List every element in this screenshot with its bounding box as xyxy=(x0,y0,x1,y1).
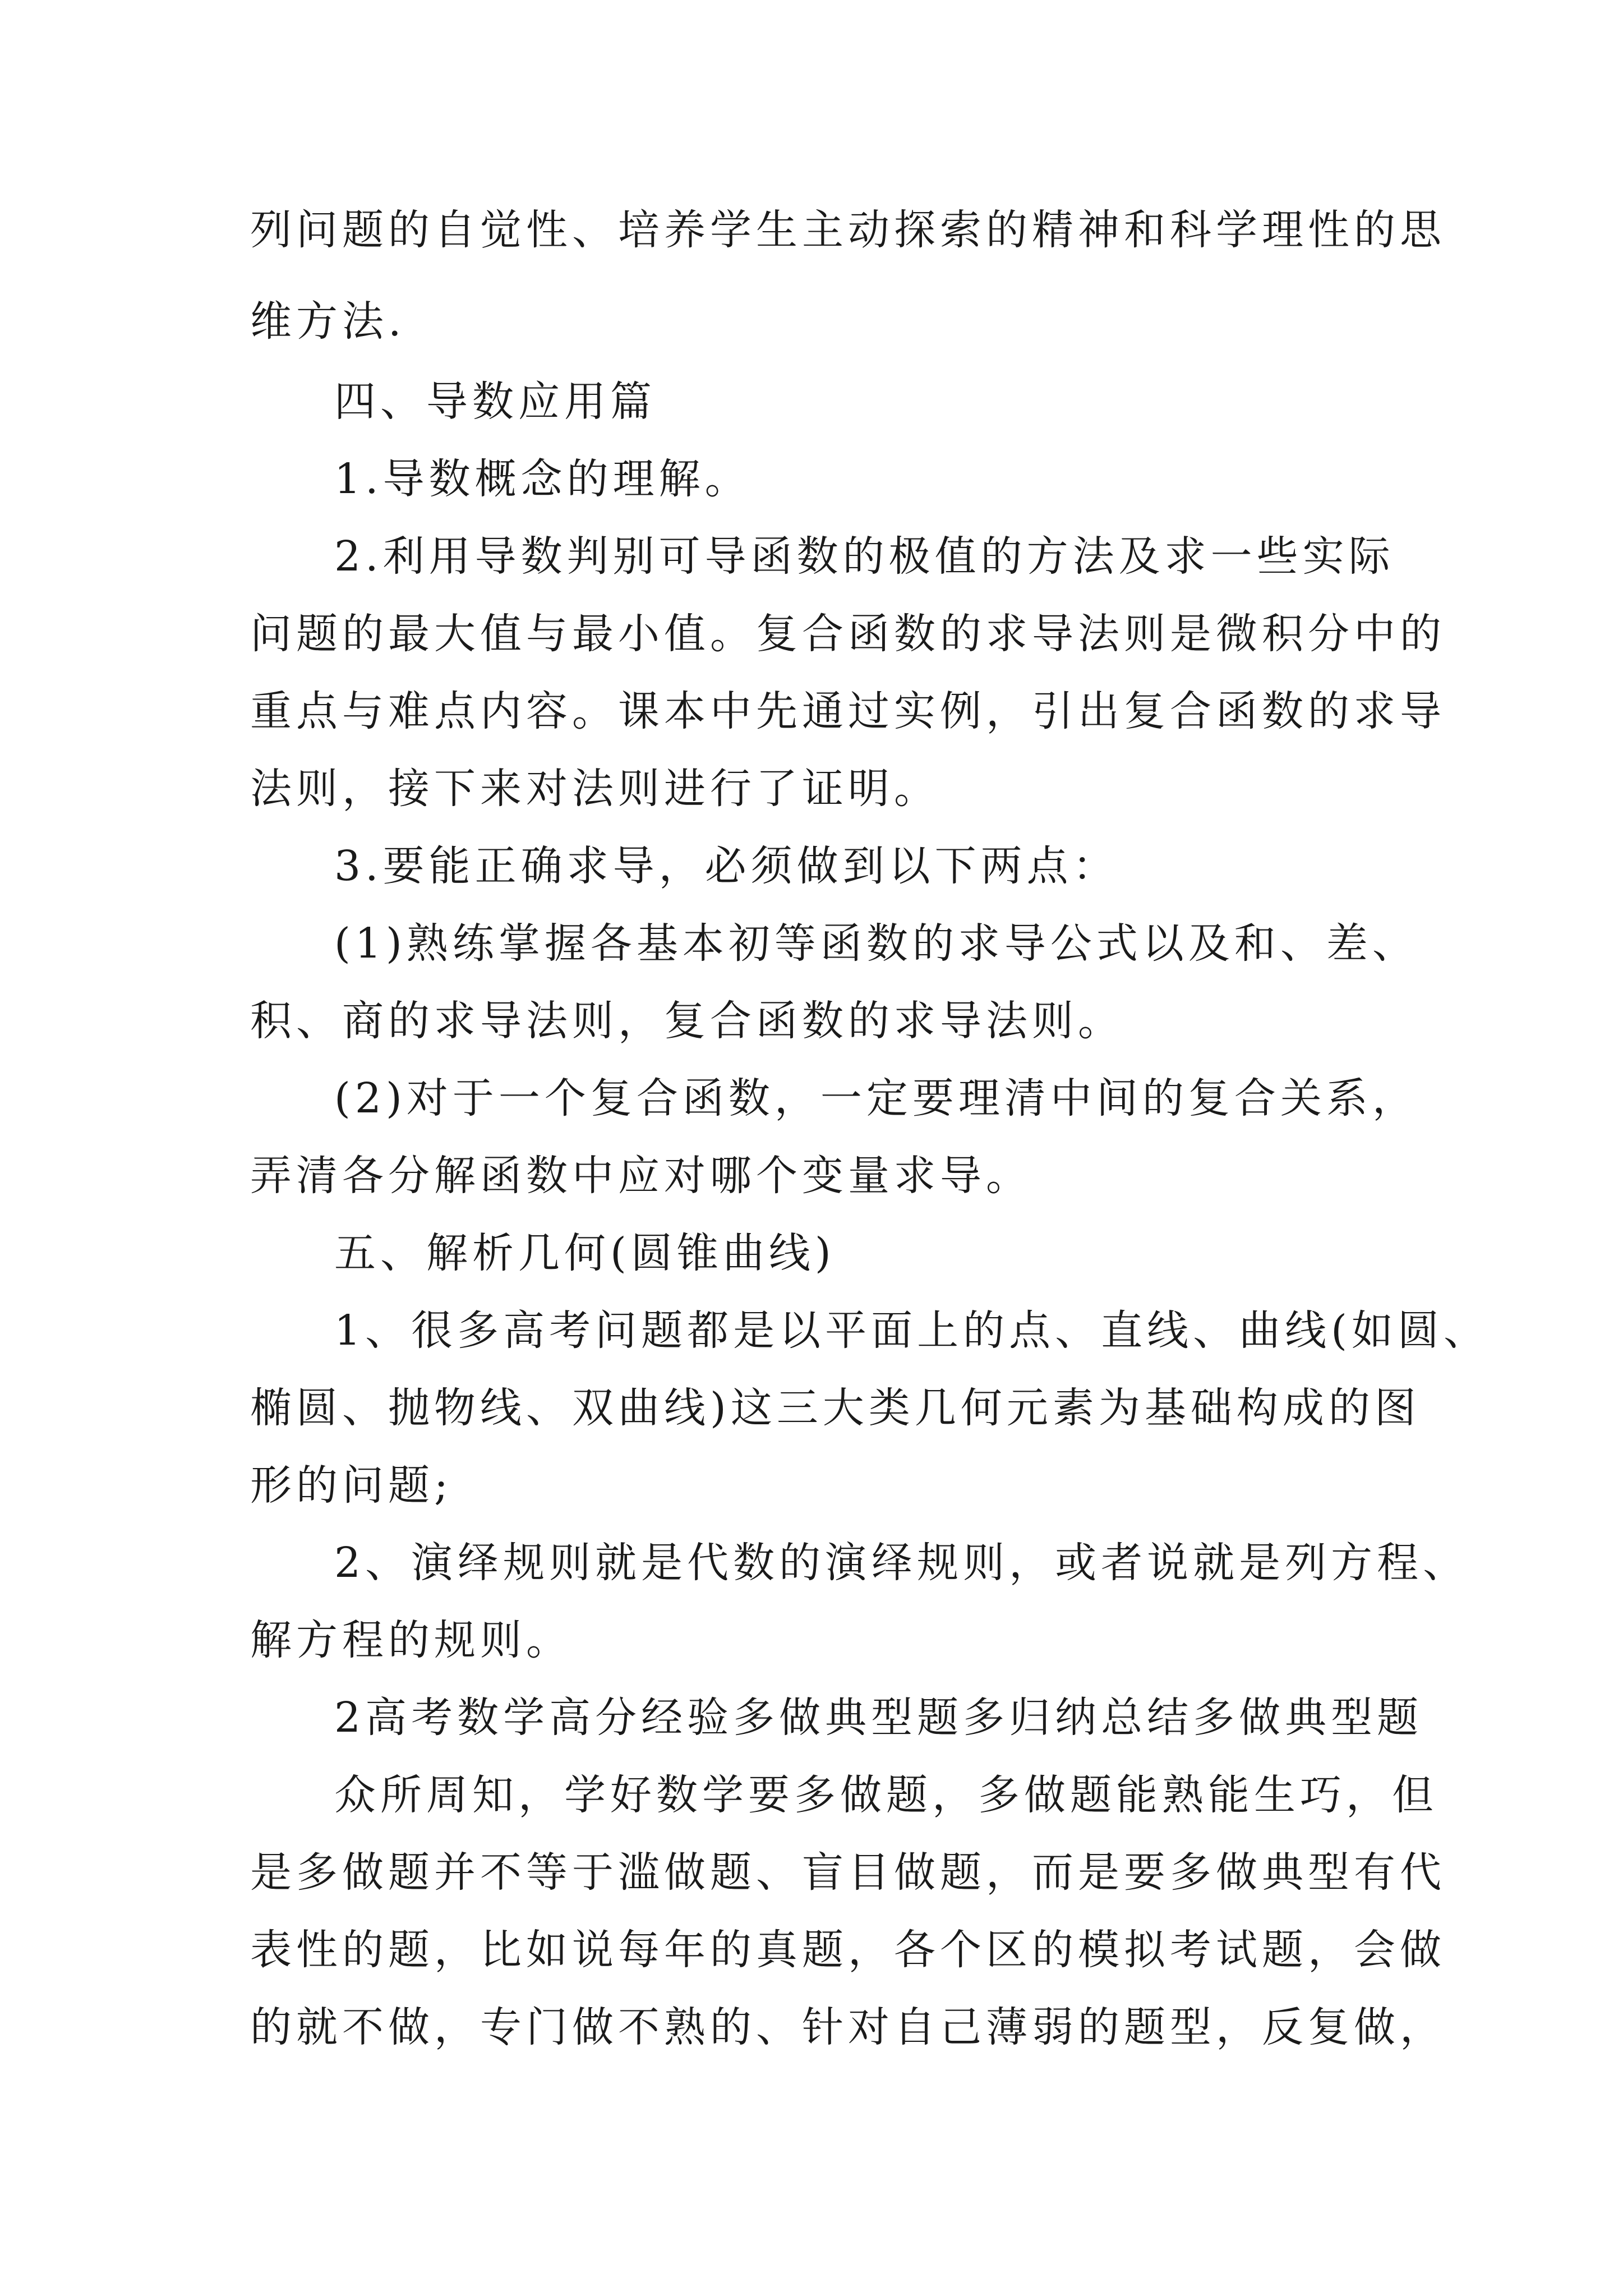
text-line-12: (2)对于一个复合函数，一定要理清中间的复合关系， xyxy=(334,1074,1418,1122)
text-line-16: 椭圆、抛物线、双曲线)这三大类几何元素为基础构成的图 xyxy=(250,1384,1421,1432)
text-line-2: 维方法. xyxy=(250,297,406,346)
text-line-9: 3.要能正确求导，必须做到以下两点： xyxy=(334,842,1119,890)
text-line-19: 解方程的规则。 xyxy=(250,1616,572,1664)
text-line-17: 形的问题; xyxy=(250,1461,453,1510)
section-heading-5: 五、解析几何(圆锥曲线) xyxy=(334,1229,836,1277)
section-heading-4: 四、导数应用篇 xyxy=(334,378,656,426)
text-line-4: 1.导数概念的理解。 xyxy=(334,455,751,503)
text-line-8: 法则，接下来对法则进行了证明。 xyxy=(250,765,940,813)
text-line-6: 问题的最大值与最小值。复合函数的求导法则是微积分中的 xyxy=(250,610,1446,658)
text-line-22: 是多做题并不等于滥做题、盲目做题，而是要多做典型有代 xyxy=(250,1848,1446,1897)
text-line-21: 众所周知，学好数学要多做题，多做题能熟能生巧，但 xyxy=(334,1771,1438,1819)
text-line-7: 重点与难点内容。课本中先通过实例，引出复合函数的求导 xyxy=(250,687,1446,735)
text-line-15: 1、很多高考问题都是以平面上的点、直线、曲线(如圆、 xyxy=(334,1306,1490,1355)
text-line-5: 2.利用导数判别可导函数的极值的方法及求一些实际 xyxy=(334,532,1395,581)
text-line-13: 弄清各分解函数中应对哪个变量求导。 xyxy=(250,1152,1032,1200)
section-heading-2: 2高考数学高分经验多做典型题多归纳总结多做典型题 xyxy=(334,1694,1423,1742)
text-line-23: 表性的题，比如说每年的真题，各个区的模拟考试题，会做 xyxy=(250,1926,1446,1974)
text-line-24: 的就不做，专门做不熟的、针对自己薄弱的题型，反复做， xyxy=(250,2003,1446,2051)
text-line-10: (1)熟练掌握各基本初等函数的求导公式以及和、差、 xyxy=(334,919,1418,968)
text-line-1: 列问题的自觉性、培养学生主动探索的精神和科学理性的思 xyxy=(250,206,1446,254)
text-line-11: 积、商的求导法则，复合函数的求导法则。 xyxy=(250,997,1124,1045)
text-line-18: 2、演绎规则就是代数的演绎规则，或者说就是列方程、 xyxy=(334,1539,1469,1587)
